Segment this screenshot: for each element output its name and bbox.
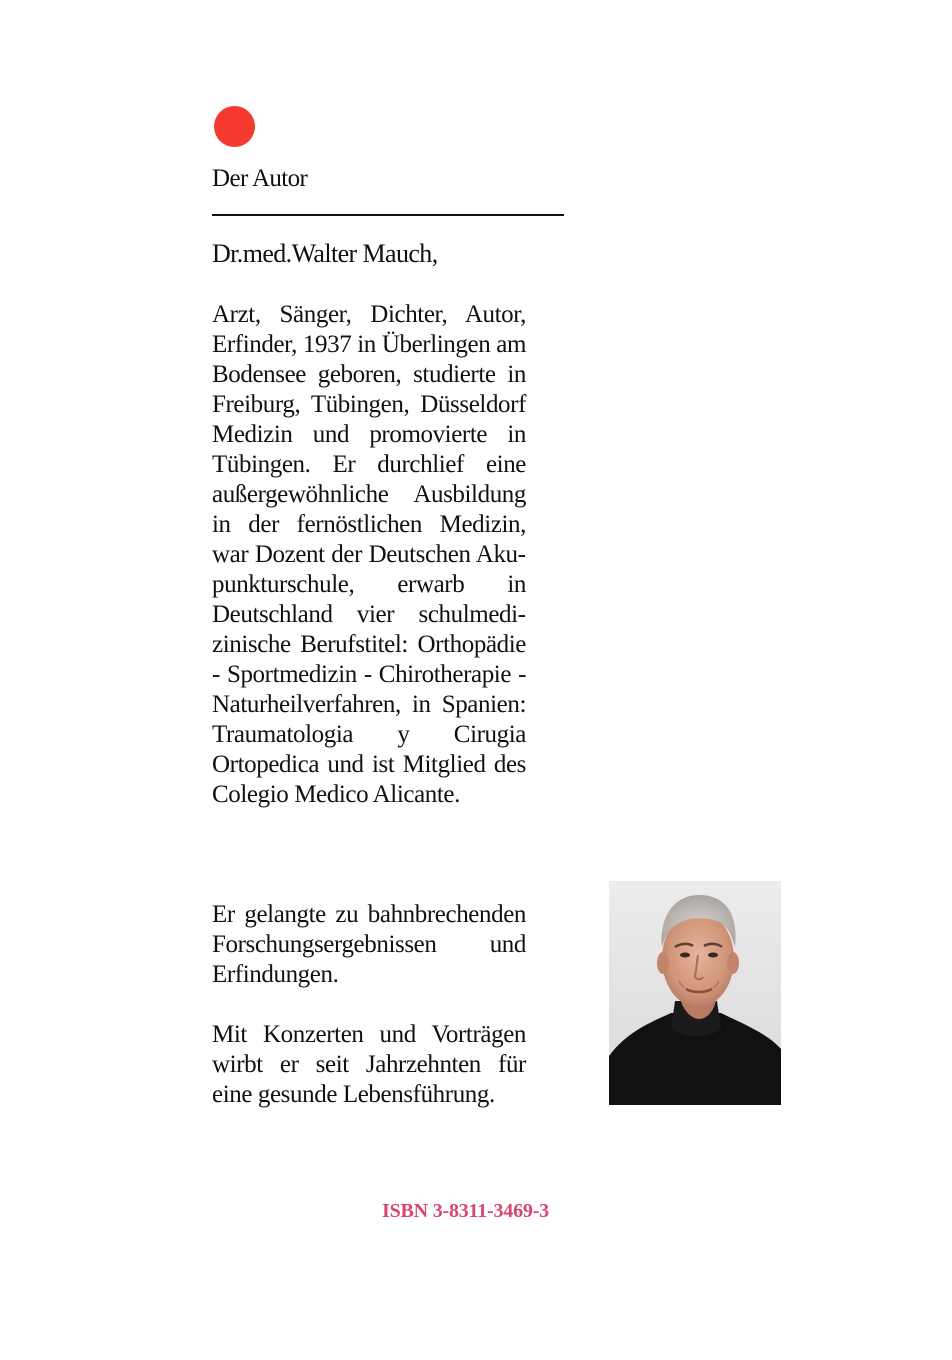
heading-divider [212,214,564,216]
author-photo [609,881,781,1105]
biography-paragraph-1: Arzt, Sänger, Dichter, Autor, Erfinder, 1937 in Überlingen am Bodensee geboren, studierte in Freiburg, Tübingen, Düsseldorf Medizin und promovierte in Tübingen. Er durchlief eine außergewöhnliche Ausbildung in der fernöstlichen Medizin, war Dozent der Deutschen Akupunkturschule, erwarb in Deutschland vier schulmedizinische Berufstitel: Orthopädie - Sportmedizin - Chirotherapie - Naturheilverfahren, in Spanien: Traumatologia y Cirugia Ortopedica und ist Mitglied des Colegio Medico Alicante. [212,301,526,808]
author-name: Dr.med.Walter Mauch, [212,239,438,268]
biography-paragraph-2: Er gelangte zu bahnbrechenden Forschungsergebnissen und Erfindungen. [212,901,526,988]
isbn-label: ISBN 3-8311-3469-3 [382,1200,549,1222]
red-dot-icon [214,106,255,147]
section-heading: Der Autor [212,165,308,192]
biography-paragraph-3: Mit Konzerten und Vorträgen wirbt er seit Jahrzehnten für eine gesunde Lebensführung. [212,1021,526,1108]
